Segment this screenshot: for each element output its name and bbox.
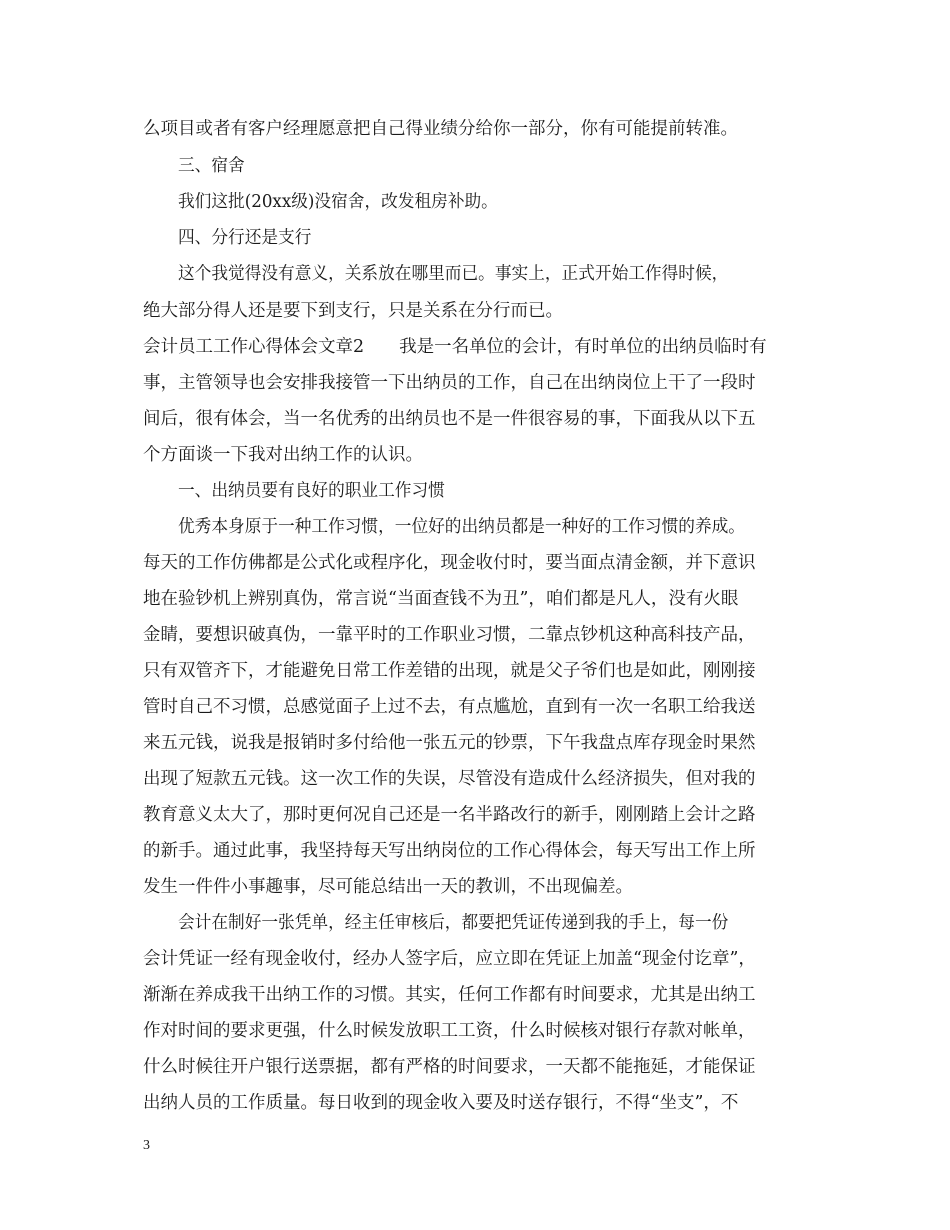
body-text-line: 优秀本身原于一种工作习惯，一位好的出纳员都是一种好的工作习惯的养成。 [178,517,745,537]
body-text-line: 会计在制好一张凭单，经主任审核后，都要把凭证传递到我的手上，每一份 [178,913,729,933]
body-text-line: 地在验钞机上辨别真伪，常言说“当面查钱不为丑”，咱们都是凡人，没有火眼 [143,589,739,609]
body-text-line: 每天的工作仿佛都是公式化或程序化，现金收付时，要当面点清金额，并下意识 [143,553,756,573]
body-text-line: 出纳人员的工作质量。每日收到的现金收入要及时送存银行，不得“坐支”，不 [143,1093,739,1113]
body-text-line: 作对时间的要求更强，什么时候发放职工工资，什么时候核对银行存款对帐单， [143,1021,756,1041]
section-heading: 四、分行还是支行 [178,228,312,248]
body-text-line: 金睛，要想识破真伪，一靠平时的工作职业习惯，二靠点钞机这种高科技产品， [143,625,756,645]
body-text-line: 事，主管领导也会安排我接管一下出纳员的工作，自己在出纳岗位上干了一段时 [143,373,756,393]
section-heading: 一、出纳员要有良好的职业工作习惯 [178,481,445,501]
body-text-line: 会计凭证一经有现金收付，经办人签字后，应立即在凭证上加盖“现金付讫章”， [143,949,756,969]
body-text-line: 只有双管齐下，才能避免日常工作差错的出现，就是父子爷们也是如此，刚刚接 [143,661,756,681]
body-text-line: 我们这批(20xx级)没宿舍，改发租房补助。 [178,192,498,212]
body-text-line: 绝大部分得人还是要下到支行，只是关系在分行而已。 [143,301,563,321]
body-text-line: 这个我觉得没有意义，关系放在哪里而已。事实上，正式开始工作得时候， [178,264,729,284]
body-text-line: 管时自己不习惯，总感觉面子上过不去，有点尴尬，直到有一次一名职工给我送 [143,697,756,717]
body-text-line: 什么时候往开户银行送票据，都有严格的时间要求，一天都不能拖延，才能保证 [143,1057,756,1077]
body-text-line: 出现了短款五元钱。这一次工作的失误，尽管没有造成什么经济损失，但对我的 [143,769,756,789]
body-text-line: 间后，很有体会，当一名优秀的出纳员也不是一件很容易的事，下面我从以下五 [143,409,756,429]
body-text-line: 个方面谈一下我对出纳工作的认识。 [143,445,423,465]
body-text-line: 教育意义太大了，那时更何况自己还是一名半路改行的新手，刚刚踏上会计之路 [143,805,756,825]
article-title-line: 会计员工工作心得体会文章2 我是一名单位的会计，有时单位的出纳员临时有 [143,337,767,357]
body-text-line: 渐渐在养成我干出纳工作的习惯。其实，任何工作都有时间要求，尤其是出纳工 [143,985,756,1005]
body-text-line: 来五元钱，说我是报销时多付给他一张五元的钞票，下午我盘点库存现金时果然 [143,733,756,753]
section-heading: 三、宿舍 [178,156,245,176]
body-text-line: 的新手。通过此事，我坚持每天写出纳岗位的工作心得体会，每天写出工作上所 [143,841,756,861]
page-number: 3 [143,1138,150,1153]
body-text-line: 么项目或者有客户经理愿意把自己得业绩分给你一部分，你有可能提前转准。 [143,119,738,139]
body-text-line: 发生一件件小事趣事，尽可能总结出一天的教训，不出现偏差。 [143,877,633,897]
